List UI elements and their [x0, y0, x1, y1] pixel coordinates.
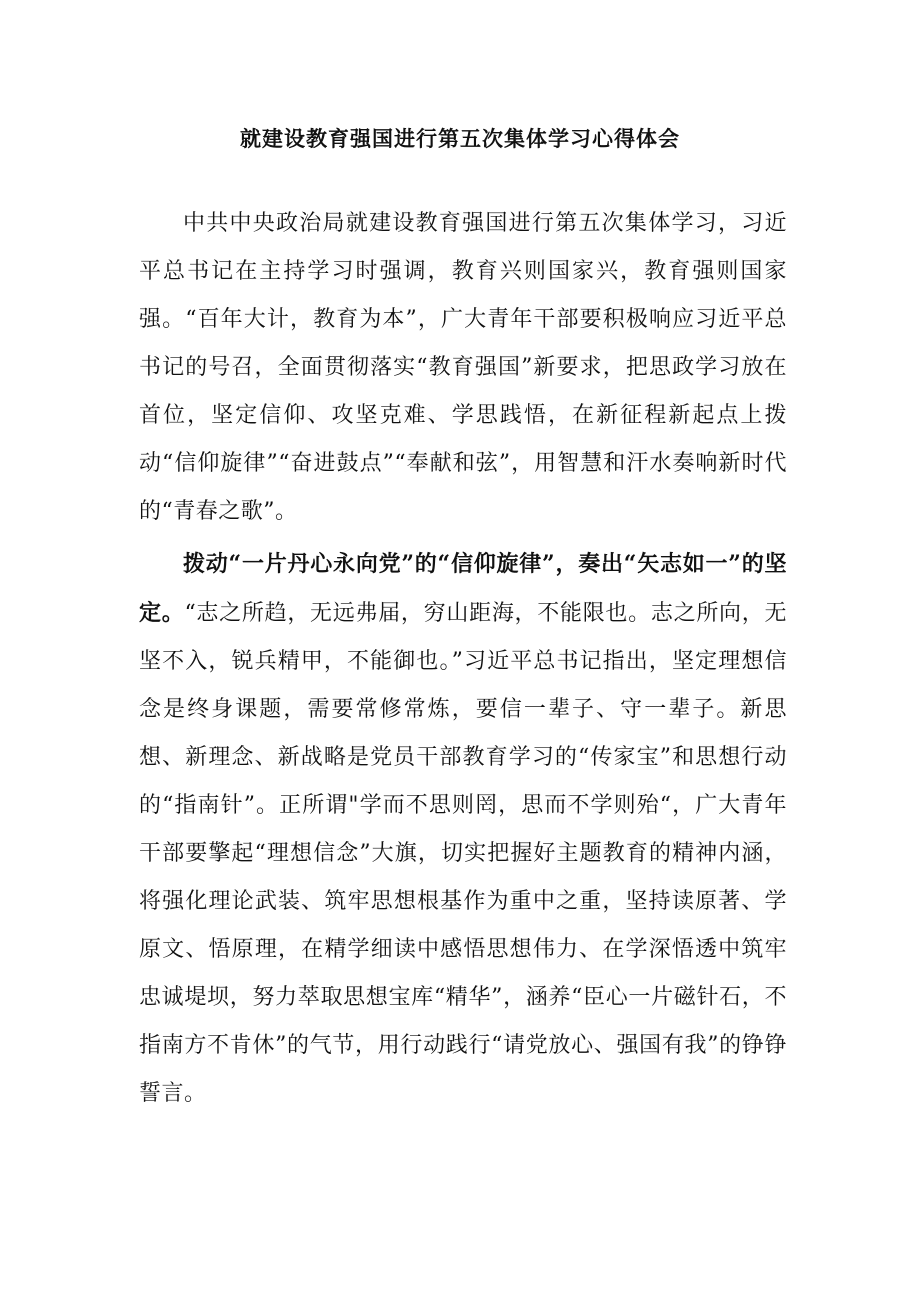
document-title: 就建设教育强国进行第五次集体学习心得体会	[240, 126, 680, 151]
paragraph-section-1	[139, 540, 787, 1118]
section-heading: 拨动“一片丹心永向党”的“信仰旋律”，奏出“矢志如一”的坚定。	[139, 551, 787, 626]
document-body	[139, 200, 787, 1118]
paragraph-text: “志之所趋，无远弗届，穷山距海，不能限也。志之所向，无坚不入，锐兵精甲，不能御也。”习近平总书记指出，坚定理想信念是终身课题，需要常修常炼，要信一辈子、守一辈子。新思想、新理念、新战略是党员干部教育学习的“传家宝”和思想行动的“指南针”。正所谓"学而不思则罔，思而不学则殆“，广大青年干部要擎起“理想信念”大旗，切实把握好主题教育的精神内涵，将强化理论武装、筑牢思想根基作为重中之重，坚持读原著、学原文、悟原理，在精学细读中感悟思想伟力、在学深悟透中筑牢忠诚堤坝，努力萃取思想宝库“精华”，涵养“臣心一片磁针石，不指南方不肯休”的气节，用行动践行“请党放心、强国有我”的铮铮誓言。	[139, 601, 787, 1106]
paragraph-text: 中共中央政治局就建设教育强国进行第五次集体学习，习近平总书记在主持学习时强调，教育兴则国家兴，教育强则国家强。“百年大计，教育为本”，广大青年干部要积极响应习近平总书记的号召，全面贯彻落实“教育强国”新要求，把思政学习放在首位，坚定信仰、攻坚克难、学思践悟，在新征程新起点上拨动“信仰旋律”“奋进鼓点”“奉献和弦”，用智慧和汗水奏响新时代的“青春之歌”。	[139, 211, 787, 524]
paragraph-intro	[139, 200, 787, 536]
